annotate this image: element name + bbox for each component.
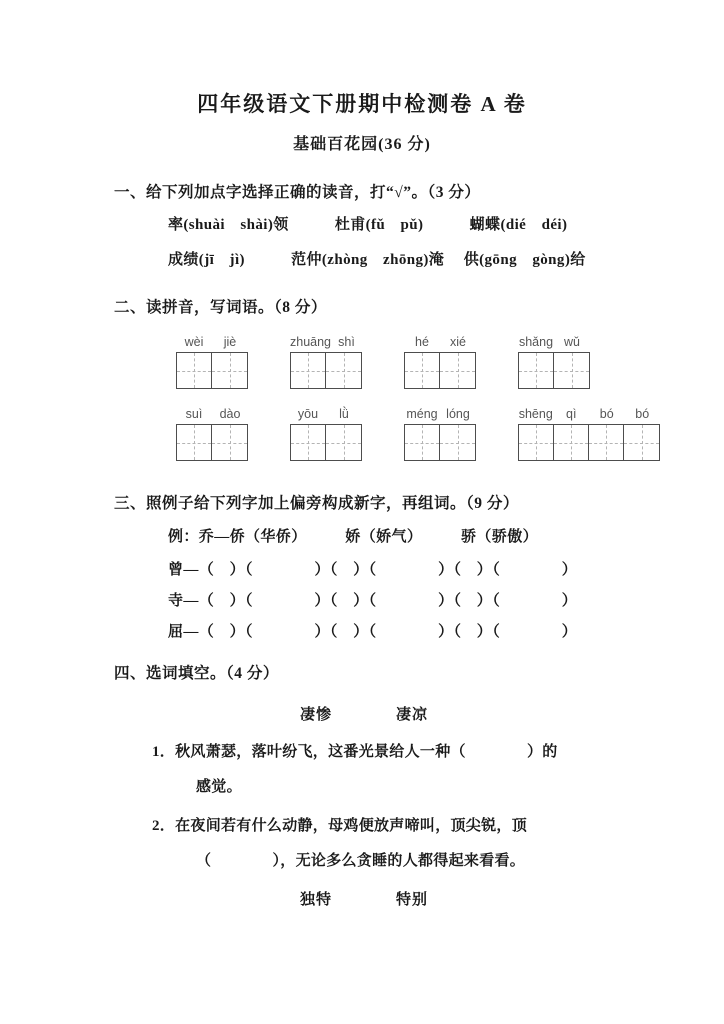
word-choices-second: 独特 特别 — [300, 892, 429, 909]
pinyin-syllable: zhuāng — [290, 335, 332, 350]
question-2-line-1: 2．在夜间若有什么动静，母鸡便放声啼叫，顶尖锐，顶 — [152, 818, 528, 835]
character-box-cell[interactable] — [177, 425, 212, 460]
character-box-cell[interactable] — [326, 425, 361, 460]
pinyin-syllable: suì — [185, 407, 203, 422]
character-box-cell[interactable] — [554, 425, 589, 460]
question-1-line-1: 1．秋风萧瑟，落叶纷飞，这番光景给人一种（ ）的 — [152, 744, 558, 761]
pinyin-label-row — [176, 407, 248, 421]
character-box-grid[interactable] — [176, 424, 248, 461]
pinyin-word-group — [176, 407, 248, 461]
section-one-row-1: 率(shuài shài)领 杜甫(fǔ pǔ) 蝴蝶(dié déi) — [168, 217, 568, 234]
pinyin-label-row — [290, 335, 362, 349]
section-three-example: 例：乔—侨（华侨） 娇（娇气） 骄（骄傲） — [168, 529, 539, 546]
pinyin-word-group — [290, 407, 362, 461]
character-box-cell[interactable] — [589, 425, 624, 460]
pinyin-word-group — [404, 335, 476, 389]
pinyin-syllable: qì — [566, 407, 577, 422]
section-one-heading: 一、给下列加点字选择正确的读音，打“√”。（3 分） — [114, 184, 481, 202]
character-box-cell[interactable] — [212, 425, 247, 460]
pinyin-syllable: bó — [635, 407, 650, 422]
pinyin-syllable: yōu — [297, 407, 319, 422]
pinyin-label-row — [518, 335, 590, 349]
pinyin-label-row — [404, 335, 476, 349]
pinyin-word-group — [176, 335, 248, 389]
section-one-row-2: 成绩(jī jì) 范仲(zhòng zhōng)淹 供(gōng gòng)给 — [168, 252, 586, 269]
pinyin-syllable: wèi — [184, 335, 204, 350]
character-box-cell[interactable] — [624, 425, 659, 460]
pinyin-label-row — [518, 407, 660, 421]
section-three-heading: 三、照例子给下列字加上偏旁构成新字，再组词。（9 分） — [114, 495, 519, 513]
pinyin-label-row — [176, 335, 248, 349]
character-box-grid[interactable] — [290, 424, 362, 461]
character-box-cell[interactable] — [440, 425, 475, 460]
pinyin-word-group — [404, 407, 476, 461]
page-subtitle: 基础百花园(36 分) — [293, 136, 431, 154]
word-choices-first: 凄惨 凄凉 — [300, 707, 429, 724]
section-two-heading: 二、读拼音，写词语。（8 分） — [114, 299, 327, 317]
pinyin-syllable: bó — [599, 407, 614, 422]
character-box-cell[interactable] — [405, 353, 440, 388]
section-four-heading: 四、选词填空。（4 分） — [114, 665, 279, 683]
character-box-cell[interactable] — [291, 353, 326, 388]
pinyin-syllable: xié — [450, 335, 466, 350]
pinyin-word-group — [518, 407, 660, 461]
character-box-cell[interactable] — [554, 353, 589, 388]
pinyin-syllable: lóng — [446, 407, 470, 422]
pinyin-label-row — [290, 407, 362, 421]
character-box-cell[interactable] — [177, 353, 212, 388]
character-box-grid[interactable] — [404, 352, 476, 389]
pinyin-label-row — [404, 407, 476, 421]
character-box-grid[interactable] — [518, 352, 590, 389]
character-box-cell[interactable] — [519, 353, 554, 388]
question-1-line-2: 感觉。 — [196, 779, 242, 796]
radical-row-zeng: 曾—（ ）（ ）（ ）（ ）（ ）（ ） — [168, 562, 578, 579]
pinyin-syllable: méng — [406, 407, 438, 422]
question-2-line-2: （ ），无论多么贪睡的人都得起来看看。 — [196, 853, 526, 870]
pinyin-syllable: lǜ — [339, 407, 349, 422]
character-box-grid[interactable] — [404, 424, 476, 461]
pinyin-grid-row-1 — [0, 335, 724, 389]
radical-row-qu: 屈—（ ）（ ）（ ）（ ）（ ）（ ） — [168, 624, 578, 641]
pinyin-syllable: shǎng — [518, 335, 554, 350]
radical-row-si: 寺—（ ）（ ）（ ）（ ）（ ）（ ） — [168, 593, 578, 610]
pinyin-syllable: shēng — [518, 407, 553, 422]
character-box-cell[interactable] — [405, 425, 440, 460]
character-box-grid[interactable] — [290, 352, 362, 389]
character-box-cell[interactable] — [326, 353, 361, 388]
character-box-cell[interactable] — [291, 425, 326, 460]
pinyin-grid-row-2 — [0, 407, 724, 461]
character-box-grid[interactable] — [176, 352, 248, 389]
character-box-cell[interactable] — [440, 353, 475, 388]
character-box-cell[interactable] — [519, 425, 554, 460]
pinyin-syllable: jiè — [223, 335, 237, 350]
pinyin-syllable: shì — [338, 335, 355, 350]
character-box-cell[interactable] — [212, 353, 247, 388]
pinyin-word-group — [290, 335, 362, 389]
pinyin-syllable: wǔ — [564, 335, 580, 350]
page-title: 四年级语文下册期中检测卷 A 卷 — [197, 92, 527, 116]
character-box-grid[interactable] — [518, 424, 660, 461]
pinyin-syllable: hé — [415, 335, 429, 350]
pinyin-word-group — [518, 335, 590, 389]
pinyin-syllable: dào — [219, 407, 241, 422]
